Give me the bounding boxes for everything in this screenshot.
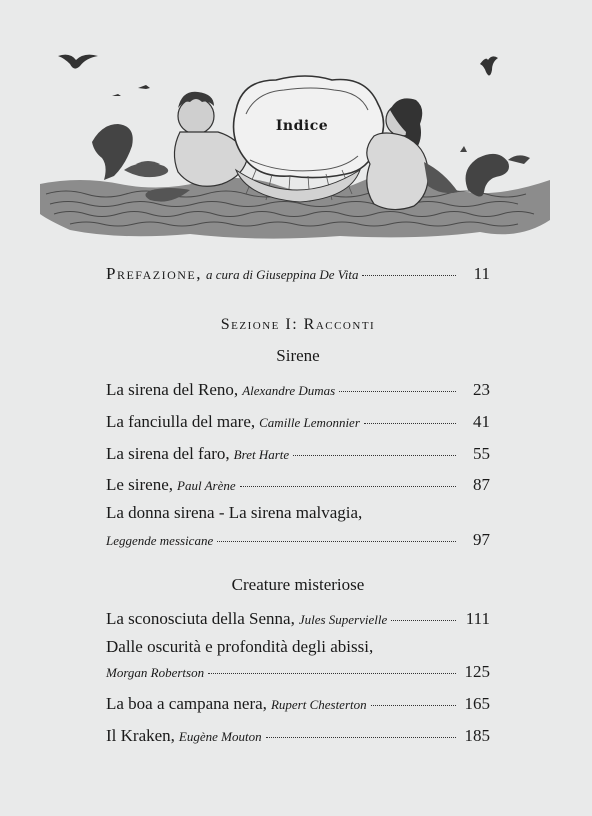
page-number: 97 (473, 530, 490, 549)
toc-entry[interactable] (106, 524, 490, 550)
entry-title: La boa a campana nera, (106, 694, 267, 713)
leader-dots (208, 673, 456, 674)
page-number: 41 (473, 412, 490, 431)
entry-author: Morgan Robertson (106, 665, 205, 680)
page-number: 165 (464, 694, 490, 713)
toc-entry[interactable] (106, 374, 490, 400)
entry-author: Jules Supervielle (298, 612, 388, 627)
entry-title: La sirena del Reno, (106, 380, 239, 399)
toc-entry-preface[interactable] (106, 258, 490, 284)
toc-entry[interactable] (106, 656, 490, 682)
leader-dots (362, 275, 456, 276)
preface-author: a cura di Giuseppina De Vita (205, 267, 359, 282)
entry-title: Il Kraken, (106, 726, 175, 745)
toc-entry[interactable] (106, 406, 490, 432)
leader-dots (371, 705, 456, 706)
leader-dots (339, 391, 456, 392)
contents-heading: Indice (275, 118, 329, 134)
page-number: 185 (464, 726, 490, 745)
page-number: 125 (464, 662, 490, 681)
section-heading: Sezione I: Racconti (220, 316, 376, 333)
toc-entry[interactable] (106, 603, 490, 629)
entry-title[interactable]: La donna sirena - La sirena malvagia, (106, 503, 363, 522)
sea-engraving-illustration (40, 44, 550, 240)
leader-dots (293, 455, 456, 456)
toc-entry[interactable] (106, 438, 490, 464)
page-number: 11 (473, 264, 490, 283)
leader-dots (217, 541, 456, 542)
entry-title: La sirena del faro, (106, 444, 230, 463)
leader-dots (266, 737, 456, 738)
leader-dots (391, 620, 456, 621)
toc-entry[interactable] (106, 720, 490, 746)
entry-author: Camille Lemonnier (259, 415, 360, 430)
preface-label: Prefazione, (106, 264, 202, 283)
entry-author: Leggende messicane (106, 533, 214, 548)
page-number: 111 (465, 609, 490, 628)
page-number: 55 (473, 444, 490, 463)
entry-author: Eugène Mouton (178, 729, 262, 744)
leader-dots (240, 486, 456, 487)
entry-title: La sconosciuta della Senna, (106, 609, 295, 628)
toc-entry[interactable] (106, 688, 490, 714)
entry-author: Rupert Chesterton (270, 697, 367, 712)
entry-author: Alexandre Dumas (242, 383, 336, 398)
entry-author: Paul Arène (177, 478, 236, 493)
entry-title: La fanciulla del mare, (106, 412, 256, 431)
page-number: 87 (473, 475, 490, 494)
leader-dots (364, 423, 456, 424)
entry-title[interactable]: Dalle oscurità e profondità degli abissi, (106, 637, 374, 656)
page-number: 23 (473, 380, 490, 399)
subsection-heading-creature: Creature misteriose (231, 575, 365, 594)
subsection-heading-sirene: Sirene (276, 346, 320, 365)
entry-author: Bret Harte (233, 447, 290, 462)
toc-entry[interactable] (106, 469, 490, 495)
entry-title: Le sirene, (106, 475, 174, 494)
